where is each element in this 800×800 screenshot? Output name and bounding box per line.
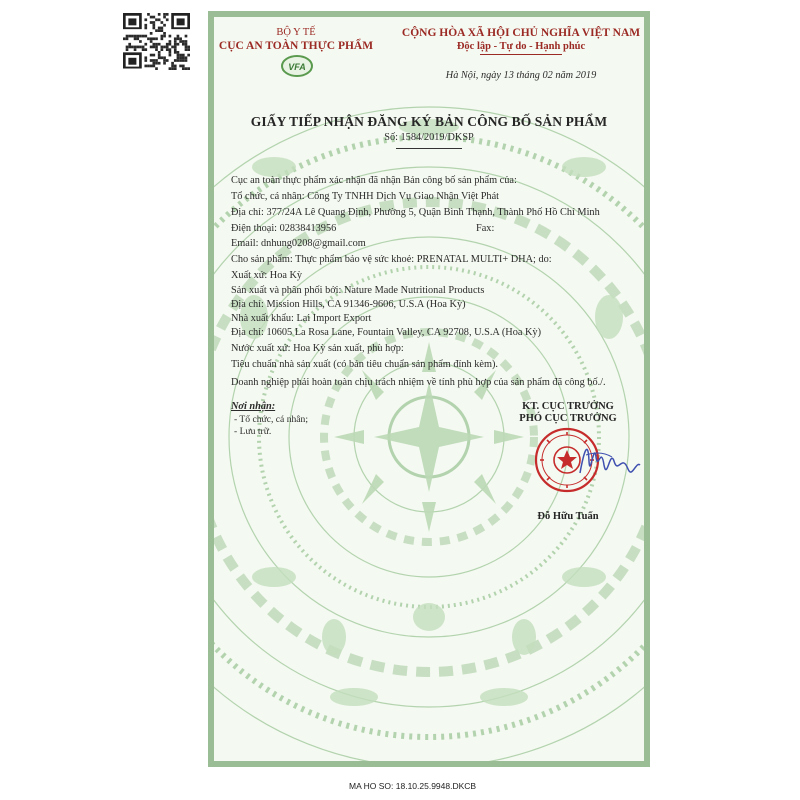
recipient-item: - Lưu trữ. <box>234 426 272 437</box>
document-title: GIẤY TIẾP NHẬN ĐĂNG KÝ BẢN CÔNG BỐ SẢN PHẨM <box>250 114 608 129</box>
body-intro: Cục an toàn thực phẩm xác nhận đã nhận Bản công bố sản phẩm của: <box>231 175 517 186</box>
document-number: Số: 1584/2019/DKSP <box>384 132 474 143</box>
body-address: Địa chỉ: 377/24A Lê Quang Định, Phường 5, Quận Bình Thạnh, Thành Phố Hồ Chí Minh <box>231 207 600 218</box>
body-origin: Xuất xứ: Hoa Kỳ <box>231 270 303 281</box>
body-phone: Điện thoại: 02838413956 <box>231 223 337 234</box>
ministry-name: BỘ Y TẾ <box>276 27 316 38</box>
qr-code <box>123 13 190 70</box>
certificate <box>208 11 650 767</box>
recipients-title: Nơi nhận: <box>231 401 276 412</box>
body-exporter: Nhà xuất khẩu: Lai Import Export <box>231 313 372 324</box>
body-exporter-address: Địa chỉ: 10605 La Rosa Lane, Fountain Valley, CA 92708, U.S.A (Hoa Kỳ) <box>231 327 542 338</box>
place-date: Hà Nội, ngày 13 tháng 02 năm 2019 <box>445 70 597 81</box>
recipient-item: - Tổ chức, cá nhân; <box>234 414 309 425</box>
signer-name: Đỗ Hữu Tuấn <box>537 511 599 522</box>
vfa-logo-icon <box>280 53 314 79</box>
country-name: CỘNG HÒA XÃ HỘI CHỦ NGHĨA VIỆT NAM <box>401 27 641 39</box>
handwritten-signature <box>574 431 646 487</box>
body-fax-label: Fax: <box>476 223 495 234</box>
signer-role-2: PHÓ CỤC TRƯỞNG <box>519 413 617 424</box>
dossier-code: MA HO SO: 18.10.25.9948.DKCB <box>349 781 477 791</box>
body-manufacturer-address: Địa chỉ: Mission Hills, CA 91346-9606, U.S.A (Hoa Kỳ) <box>231 299 466 310</box>
motto: Độc lập - Tự do - Hạnh phúc <box>456 41 586 52</box>
number-underline <box>396 148 462 149</box>
body-manufacturer: Sản xuất và phân phối bởi: Nature Made Nutritional Products <box>231 285 485 296</box>
signer-role-1: KT. CỤC TRƯỞNG <box>522 401 614 412</box>
body-standard: Tiêu chuẩn nhà sản xuất (có bản tiêu chuẩn sản phẩm đính kèm). <box>231 359 498 370</box>
body-product: Cho sản phẩm: Thực phẩm bảo vệ sức khoẻ: PRENATAL MULTI+ DHA; do: <box>231 254 552 265</box>
logo-text: VFA <box>288 62 306 72</box>
body-country-origin: Nước xuất xứ: Hoa Kỳ sản xuất, phù hợp: <box>231 343 404 354</box>
body-email: Email: dnhung0208@gmail.com <box>231 238 366 249</box>
motto-underline <box>480 54 562 55</box>
agency-name: CỤC AN TOÀN THỰC PHẨM <box>218 40 374 52</box>
body-organization: Tổ chức, cá nhân: Công Ty TNHH Dịch Vụ Giao Nhận Việt Phát <box>231 191 500 202</box>
body-responsibility: Doanh nghiệp phải hoàn toàn chịu trách nhiệm về tính phù hợp của sản phẩm đã công bố./. <box>231 377 606 388</box>
